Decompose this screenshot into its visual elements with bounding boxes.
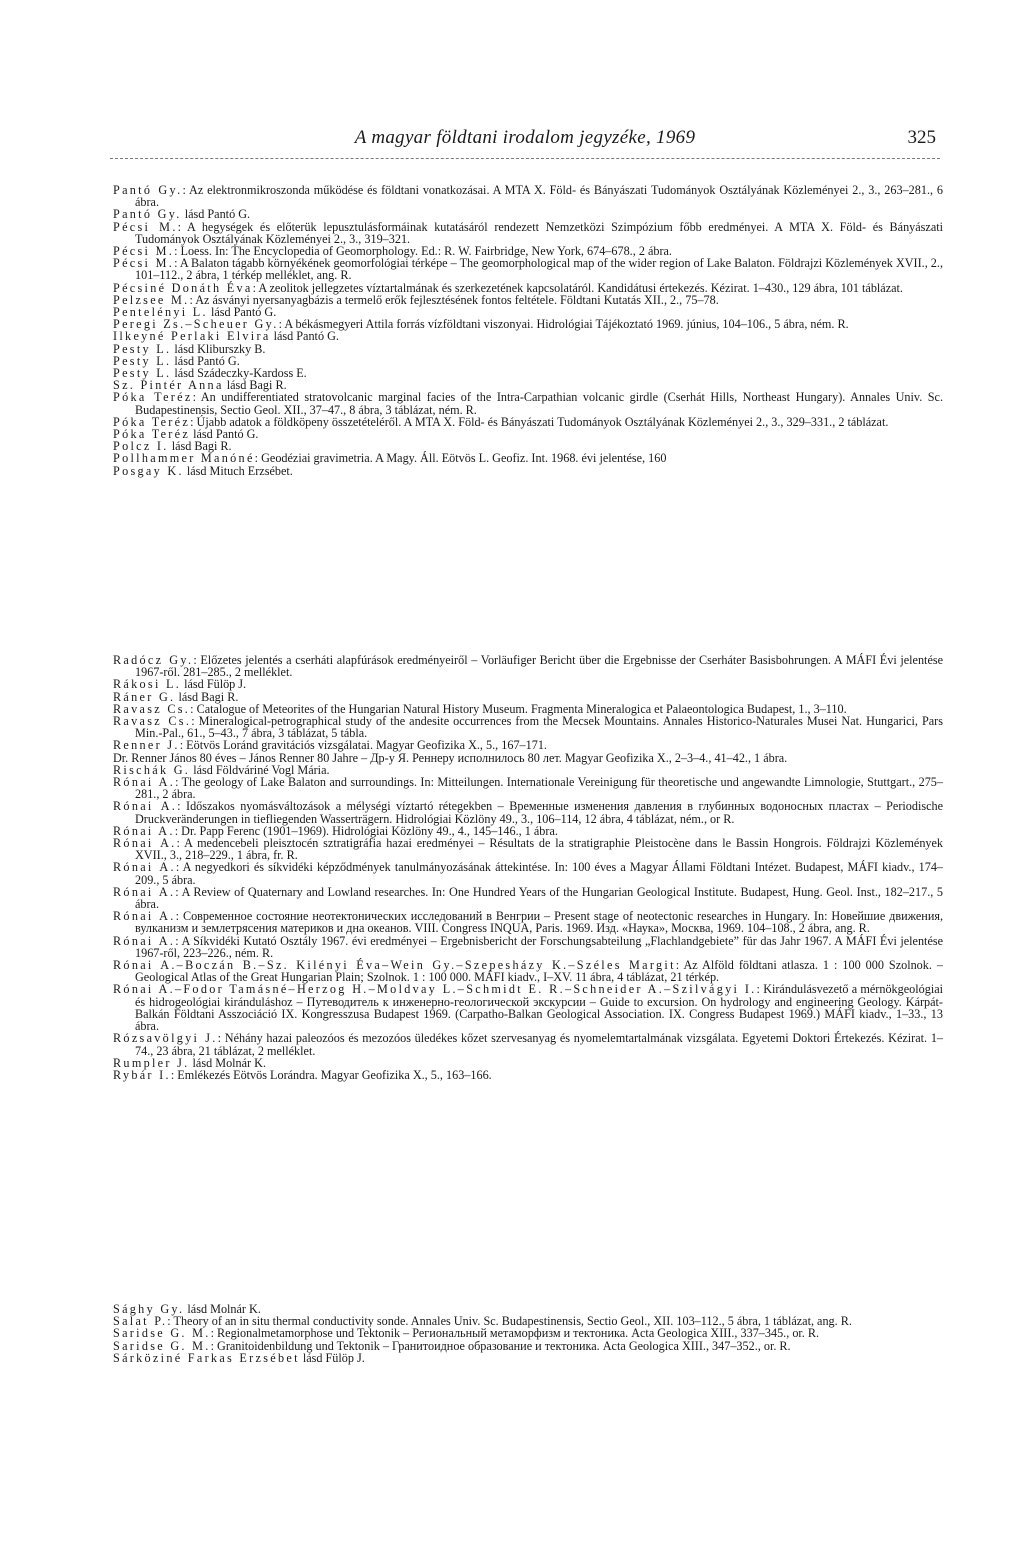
entry-author: Pesty L. (113, 341, 172, 356)
entry-citation: lásd Pantó G. (181, 207, 251, 222)
entry-citation: : Az elektronmikroszonda működése és földtani vonatkozásai. A MTA X. Föld- és Bányászati Tudományok Osztályának Közleményei 2., 3., 263–281., 6 ábra. (135, 183, 943, 210)
entry-citation: : Современное состояние неотектонических исследований в Венгрии – Present stage of neotectonic researches in Hungary. In: Новейшие движения, вулканизм и землетрясения материков и дна океанов. VIII. Congress INQUA, Paris. 1969. Изд. «Наука», Москва, 1969. 104–108., 2 ábra, ang. R. (135, 909, 943, 936)
entry-author: Rónai A.–Boczán B.–Sz. Kilényi Éva–Wein Gy.–Szepesházy K.–Széles Margit (113, 958, 676, 973)
entry-author: Rónai A. (113, 933, 176, 948)
entry-citation: : Geodéziai gravimetria. A Magy. Áll. Eötvös L. Geofiz. Int. 1968. évi jelentése, 160 (254, 451, 667, 466)
entry-citation: : The geology of Lake Balaton and surroundings. In: Mitteilungen. Internationale Vereinigung für theoretische und angewandte Limnologie, Stuttgart., 275–281., 2 ábra. (135, 775, 943, 802)
entry-citation: lásd Fülöp J. (181, 677, 247, 692)
entry-citation: lásd Szádeczky-Kardoss E. (171, 366, 307, 381)
entry-author: Rónai A. (113, 836, 177, 851)
entry-citation: : Néhány hazai paleozóos és mezozóos üledékes kőzet szervesanyag és nyomelemtartalmának vizsgálata. Egyetemi Doktori Értekezés. Kézirat. 1–74., 23 ábra, 21 táblázat, 2 melléklet. (135, 1031, 943, 1058)
entry-author: Rybár I. (113, 1067, 171, 1082)
bibliography-entry (113, 465, 943, 477)
bibliography-entry (113, 983, 943, 1032)
bibliography-entry (113, 959, 943, 983)
bibliography-entry (113, 1352, 943, 1364)
entry-citation: : A zeolitok jellegzetes víztartalmának és szerkezetének kapcsolatáról. Kandidátusi értekezés. Kézirat. 1–430., 129 ábra, 101 táblázat. (252, 280, 903, 295)
entry-author: Rónai A. (113, 823, 175, 838)
entry-citation: lásd Pantó G. (207, 305, 277, 320)
entry-author: Rumpler J. (113, 1055, 190, 1070)
entry-citation: : A Síkvidéki Kutató Osztály 1967. évi eredményei – Ergebnisbericht der Forschungsabteilung „Flachlandgebiete” für das Jahr 1967. A MÁFI Évi jelentése 1967-ről, 223–226., ném. R. (135, 933, 944, 960)
page-header (110, 124, 940, 159)
entry-author: Pécsi M. (113, 219, 178, 234)
entry-author: Pécsi M. (113, 256, 175, 271)
entry-citation: : Theory of an in situ thermal conductivity sonde. Annales Univ. Sc. Budapestinensis, Sectio Geol., XII. 103–112., 5 ábra, 1 táblázat, ang. R. (167, 1314, 852, 1329)
entry-author: Rónai A. (113, 775, 176, 790)
entry-author: Ráner G. (113, 689, 176, 704)
entry-author: Saridse G. M. (113, 1338, 211, 1353)
entry-author: Polcz I. (113, 439, 169, 454)
bibliography-entry (113, 391, 943, 415)
entry-author: Renner J. (113, 738, 180, 753)
entry-author: Ilkeyné Perlaki Elvira (113, 329, 271, 344)
entry-citation: lásd Pantó G. (171, 353, 240, 368)
bibliography-section-r (113, 654, 943, 1081)
entry-citation: lásd Mituch Erzsébet. (183, 463, 293, 478)
bibliography-entry (113, 184, 943, 208)
entry-citation: lásd Molnár K. (189, 1055, 266, 1070)
entry-citation: : Eötvös Loránd gravitációs vizsgálatai. Magyar Geofizika X., 5., 167–171. (179, 738, 547, 753)
entry-citation: lásd Kliburszky B. (171, 341, 266, 356)
entry-author: Sárköziné Farkas Erzsébet (113, 1350, 300, 1365)
entry-author: Radócz Gy. (113, 653, 194, 667)
entry-citation: : Az ásványi nyersanyagbázis a termelő erők fejlesztésének fontos feltétele. Földtani Kutatás XII., 2., 75–78. (189, 292, 719, 307)
entry-citation: : Granitoidenbildung und Tektonik – Гранитоидное образование и тектоника. Acta Geologica XIII., 347–352., or. R. (210, 1338, 791, 1353)
entry-citation: lásd Bagi R. (175, 689, 239, 704)
entry-citation: : Dr. Papp Ferenc (1901–1969). Hidrológiai Közlöny 49., 4., 145–146., 1 ábra. (174, 823, 558, 838)
entry-citation: lásd Bagi R. (223, 378, 287, 393)
entry-author: Póka Teréz (113, 427, 191, 442)
entry-citation: : Emlékezés Eötvös Lorándra. Magyar Geofizika X., 5., 163–166. (170, 1067, 492, 1082)
entry-author: Póka Teréz (113, 414, 191, 429)
entry-author: Pécsiné Donáth Éva (113, 280, 253, 295)
bibliography-entry (113, 910, 943, 934)
bibliography-entry (113, 428, 943, 440)
entry-author: Pesty L. (113, 353, 172, 368)
entry-citation: : A negyedkori és síkvidéki képződmények tanulmányozásának áttekintése. In: 100 éves a Magyar Állami Földtani Intézet. Budapest, MÁFI kiadv., 174–209., 5 ábra. (135, 860, 944, 887)
bibliography-entry (113, 935, 943, 959)
entry-citation: lásd Molnár K. (184, 1302, 261, 1316)
entry-citation: : Időszakos nyomásváltozások a mélységi víztartó rétegekben – Временные изменения давления в глубинных водоносных пластах – Periodische Druckveränderungen in tiefliegenden Wasserträgern. Hidrológiai Közlöny 49., 3., 106–114, 12 ábra, 4 táblázat, ném., or R. (135, 799, 943, 826)
entry-citation: : Újabb adatok a földköpeny összetételéről. A MTA X. Föld- és Bányászati Tudományok Osztályának Közleményei 2., 3., 329–331., 2 táblázat. (190, 414, 889, 429)
entry-citation: : An undifferentiated stratovolcanic marginal facies of the Intra-Carpathian volcanic girdle (Cserhát Hills, Northeast Hungary). Annales Univ. Sc. Budapestinensis, Sectio Geol. XII., 37–47., 8 ábra, 3 táblázat, ném. R. (135, 390, 943, 417)
bibliography-entry (113, 1032, 943, 1056)
entry-citation: lásd Pantó G. (190, 427, 259, 442)
entry-author: Póka Teréz (113, 390, 193, 405)
entry-author: Ravasz Cs. (113, 701, 191, 716)
entry-author: Posgay K. (113, 463, 184, 478)
entry-author: Saridse G. M. (113, 1326, 211, 1341)
entry-author: Rischák G. (113, 762, 191, 777)
entry-citation: : A Balaton tágabb környékének geomorfológiai térképe – The geomorphological map of the wider region of Lake Balaton. Földrajzi Közlemények XVII., 2., 101–112., 2 ábra, 1 térkép melléklet, ang. R. (135, 256, 943, 283)
entry-author: Pentelényi L. (113, 305, 208, 320)
entry-author: Sz. Pintér Anna (113, 378, 224, 393)
entry-citation: : Az Alföld földtani atlasza. 1 : 100 000 Szolnok. – Geological Atlas of the Great Hungarian Plain; Szolnok. 1 : 100 000. MÁFI kiadv., I–XV. 11 ábra, 4 táblázat, 21 térkép. (135, 958, 943, 985)
entry-author: Sághy Gy. (113, 1302, 185, 1316)
entry-author: Ravasz Cs. (113, 714, 192, 729)
entry-author: Rónai A. (113, 884, 176, 899)
entry-citation: lásd Pantó G. (270, 329, 339, 344)
entry-author: Pantó Gy. (113, 183, 183, 197)
entry-citation: : Catalogue of Meteorites of the Hungarian Natural History Museum. Fragmenta Mineralogica et Palaeontologica Budapest, 1., 3–110. (190, 701, 847, 716)
bibliography-entry (113, 800, 943, 824)
entry-author: Pécsi M. (113, 244, 175, 259)
entry-citation: Dr. Renner János 80 éves – János Renner 80 Jahre – Др-у Я. Реннеру исполнилось 80 лет. Magyar Geofizika X., 2–3–4., 41–42., 1 ábra. (113, 750, 788, 765)
entry-citation: lásd Bagi R. (168, 439, 232, 454)
entry-author: Rózsavölgyi J. (113, 1031, 218, 1046)
bibliography-entry (113, 886, 943, 910)
bibliography-entry (113, 715, 943, 739)
entry-author: Pesty L. (113, 366, 172, 381)
bibliography-entry (113, 654, 943, 678)
bibliography-section-s (113, 1303, 943, 1364)
entry-citation: : A hegységek és előterük lepusztulásformáinak kutatásáról rendezett Nemzetközi Szimpózium főbb eredményei. A MTA X. Föld- és Bányászati Tudományok Osztályának Közleményei 2., 3., 319–321. (135, 219, 943, 246)
entry-author: Rákosi L. (113, 677, 182, 692)
entry-author: Rónai A.–Fodor Tamásné–Herzog H.–Moldvay L.–Schmidt E. R.–Schneider A.–Szilvágyi I. (113, 982, 757, 997)
entry-citation: : A Review of Quaternary and Lowland researches. In: One Hundred Years of the Hungarian Geological Institute. Budapest, Hung. Geol. Inst., 182–217., 5 ábra. (135, 884, 943, 912)
page-number: 325 (907, 127, 936, 148)
entry-citation: : Loess. In: The Encyclopedia of Geomorphology. Ed.: R. W. Fairbridge, New York, 674–678., 2 ábra. (174, 244, 672, 259)
entry-author: Pollhammer Manóné (113, 451, 255, 466)
entry-author: Pantó Gy. (113, 207, 182, 222)
entry-author: Salat P. (113, 1314, 168, 1329)
entry-author: Rónai A. (113, 860, 176, 875)
bibliography-section-p (113, 184, 943, 477)
entry-citation: : Előzetes jelentés a cserháti alapfúrások eredményeiről – Vorläufiger Bericht über die Ergebnisse der Cserháter Basisbohrungen. A MÁFI Évi jelentése 1967-ről. 281–285., 2 melléklet. (135, 653, 944, 680)
entry-citation: lásd Fülöp J. (299, 1350, 365, 1365)
bibliography-entry (113, 1069, 943, 1081)
bibliography-entry (113, 837, 943, 861)
entry-citation: lásd Földváriné Vogl Mária. (190, 762, 330, 777)
entry-author: Rónai A. (113, 799, 178, 814)
entry-author: Peregi Zs.–Scheuer Gy. (113, 317, 279, 332)
entry-citation: : Mineralogical-petrographical study of the andesite occurrences from the Mecsek Mountains. Annales Historico-Naturales Musei Nat. Hungarici, Pars Min.-Pal., 61., 5–43., 7 ábra, 3 táblázat, 5 tábla. (135, 714, 943, 741)
bibliography-entry (113, 861, 943, 885)
running-title: A magyar földtani irodalom jegyzéke, 1969 (354, 127, 696, 148)
entry-author: Rónai A. (113, 909, 176, 924)
entry-author: Pelzsee M. (113, 292, 190, 307)
bibliography-entry (113, 257, 943, 281)
entry-citation: : Kirándulásvezető a mérnökgeológiai és hidrogeológiai kiránduláshoz – Путеводитель к инженерно-геологической экскурсии – Guide to excursion. On hydrology and engineering Geology. Kárpát-Balkán Földtani Asszociáció IX. Kongresszusa Budapest 1969. (Carpatho-Balkan Geological Association. IX. Congress Budapest 1969.) MÁFI kiadv., 1–33., 13 ábra. (135, 982, 944, 1034)
bibliography-entry (113, 776, 943, 800)
entry-citation: : Regionalmetamorphose und Tektonik – Региональный метаморфизм и тектоника. Acta Geologica XIII., 337–345., or. R. (210, 1326, 820, 1341)
bibliography-entry (113, 221, 943, 245)
entry-citation: : A medencebeli pleisztocén sztratigráfia hazai eredményei – Résultats de la stratigraphie Pleistocène dans le Bassin Hongrois. Földrajzi Közlemények XVII., 3., 218–229., 1 ábra, fr. R. (135, 836, 944, 863)
entry-citation: : A békásmegyeri Attila forrás vízföldtani viszonyai. Hidrológiai Tájékoztató 1969. június, 104–106., 5 ábra, ném. R. (278, 317, 849, 332)
